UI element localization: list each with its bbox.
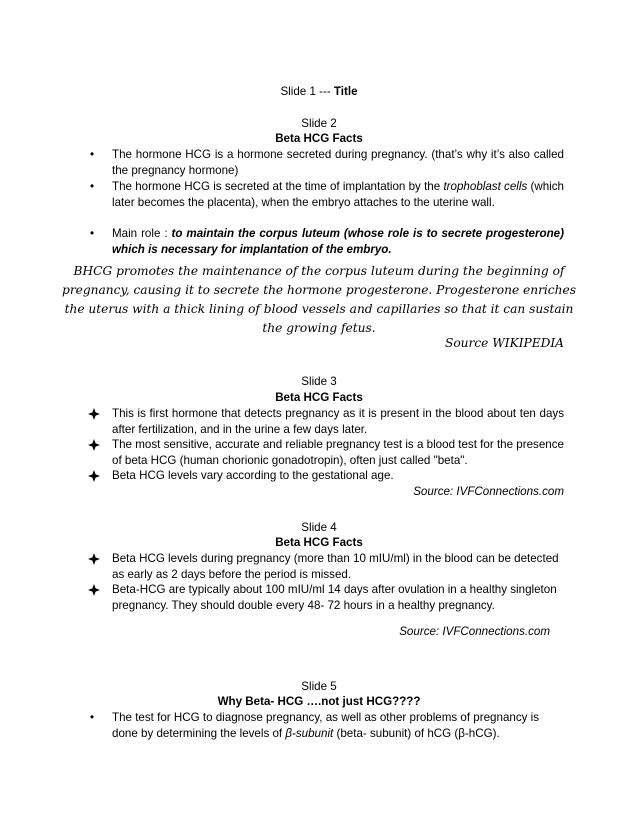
slide3-bullet-2-text: The most sensitive, accurate and reliable pregnancy test is a blood test for the presence of beta HCG (human chorionic gonadotropin), often just called "beta".	[112, 438, 564, 467]
slide4-bullet-1	[112, 551, 564, 582]
slide4-bullet-2	[112, 582, 564, 613]
slide2-label: Slide 2	[301, 117, 337, 130]
slide5-heading: Why Beta- HCG ….not just HCG????	[217, 695, 421, 708]
slide5-bullet-1-post: (beta- subunit) of hCG (β-hCG).	[333, 726, 500, 740]
diamond-bullet-icon	[88, 470, 100, 482]
diamond-bullet-icon	[88, 439, 100, 451]
slide4-label: Slide 4	[301, 521, 337, 534]
slide3-source: Source: IVFConnections.com	[413, 485, 564, 498]
slide3-heading: Beta HCG Facts	[275, 391, 363, 404]
slide3-bullet-3	[112, 468, 564, 484]
slide3-bullet-3-text: Beta HCG levels vary according to the gestational age.	[112, 469, 394, 482]
slide3-bullet-1-text: This is first hormone that detects pregnancy as it is present in the blood about ten days after fertilization, and in the urine a few days later.	[112, 407, 564, 436]
diamond-bullet-icon	[88, 408, 100, 420]
slide2-bullet-2	[90, 179, 564, 210]
slide5-bullet-1-em: β-subunit	[285, 726, 334, 740]
slide1-title: Title	[333, 85, 358, 98]
slide1-line	[0, 84, 638, 100]
slide2-bullet-3-strong: to maintain the corpus luteum (whose role is to secrete progesterone) which is necessary for implantation of the embryo.	[112, 227, 564, 256]
bullet-dot: •	[90, 227, 95, 240]
slide5-bullet-1	[90, 710, 564, 741]
bullet-dot: •	[90, 180, 95, 193]
slide3-bullet-2	[112, 437, 564, 468]
slide2-bullet-2-pre: The hormone HCG is secreted at the time of implantation by the	[112, 180, 444, 193]
slide2-bullet-3	[90, 226, 564, 257]
bullet-dot: •	[90, 148, 95, 161]
diamond-bullet-icon	[88, 584, 100, 596]
slide4-heading: Beta HCG Facts	[275, 536, 363, 549]
slide2-bullet-2-em: trophoblast cells	[443, 180, 528, 193]
slide2-bullet-3-pre: Main role :	[112, 227, 172, 240]
slide2-bullet-1-text: The hormone HCG is a hormone secreted during pregnancy. (that’s why it’s also called the pregnancy hormone)	[112, 148, 564, 177]
slide2-source: Source WIKIPEDIA	[444, 336, 564, 350]
bullet-dot: •	[90, 711, 95, 724]
slide2-quote: BHCG promotes the maintenance of the corpus luteum during the beginning of pregnancy, causing it to secrete the hormone progesterone. Progesterone enriches the uterus with a thick lining of blood vessels and capillaries so that it can sustain the growing fetus.	[62, 264, 576, 335]
slide2-bullet-2-post: (which later becomes the placenta), when the embryo attaches to the uterine wall.	[112, 180, 564, 209]
slide3-bullet-1	[112, 406, 564, 437]
slide2-heading: Beta HCG Facts	[275, 132, 363, 145]
slide1-prefix: Slide 1 ---	[280, 85, 334, 98]
slide3-label: Slide 3	[301, 375, 337, 388]
slide4-bullet-2-text: Beta-HCG are typically about 100 mIU/ml 14 days after ovulation in a healthy singleton pregnancy. They should double every 48- 72 hours in a healthy pregnancy.	[112, 583, 557, 612]
slide5-label: Slide 5	[301, 680, 337, 693]
slide5-bullet-1-pre: The test for HCG to diagnose pregnancy, as well as other problems of pregnancy is done by determining the levels of	[112, 711, 540, 740]
slide4-bullet-1-text: Beta HCG levels during pregnancy (more than 10 mIU/ml) in the blood can be detected as early as 2 days before the period is missed.	[112, 552, 559, 581]
slide2-bullet-1	[90, 147, 564, 178]
diamond-bullet-icon	[88, 553, 100, 565]
slide4-source: Source: IVFConnections.com	[399, 625, 550, 638]
